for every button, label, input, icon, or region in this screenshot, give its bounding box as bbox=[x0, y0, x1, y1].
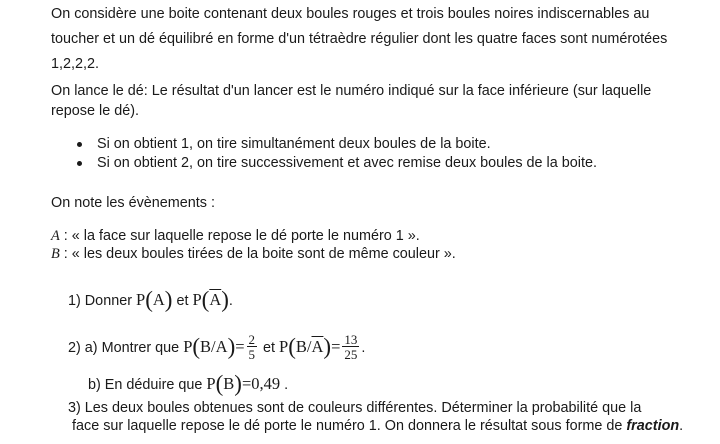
q1-p-2: P bbox=[192, 290, 202, 309]
event-a-text: : « la face sur laquelle repose le dé porte le numéro 1 ». bbox=[59, 228, 420, 244]
paren-close: ) bbox=[227, 334, 236, 359]
intro-line-3: 1,2,2,2. bbox=[51, 56, 100, 72]
bullet-item-2: Si on obtient 2, on tire successivement et avec remise deux boules de la boite. bbox=[97, 155, 597, 171]
q2b-label: b) En déduire que bbox=[88, 377, 207, 393]
q3-line2-start: face sur laquelle repose le dé porte le numéro 1. On donnera le résultat sous forme de bbox=[72, 418, 627, 434]
event-b-letter: B bbox=[51, 246, 60, 262]
q1-dot: . bbox=[228, 293, 233, 309]
question-1 bbox=[68, 286, 233, 313]
q1-et: et bbox=[172, 293, 193, 309]
intro-line-1: On considère une boite contenant deux boules rouges et trois boules noires indiscernables au bbox=[51, 6, 650, 22]
q2a-label: 2) a) Montrer que bbox=[68, 340, 184, 356]
q1-label: 1) Donner bbox=[68, 293, 136, 309]
event-a bbox=[51, 229, 420, 243]
events-intro: On note les évènements : bbox=[51, 195, 215, 211]
fraction-2-5 bbox=[247, 333, 258, 362]
question-2a bbox=[68, 330, 365, 363]
paren-open: ( bbox=[145, 287, 153, 312]
q2b-b: B bbox=[223, 374, 235, 393]
paren-close: ) bbox=[234, 371, 242, 396]
q2a-dot: . bbox=[361, 340, 366, 356]
event-b bbox=[51, 247, 456, 261]
q2b-p: P bbox=[206, 374, 216, 393]
q1-event-a-bar: $\overline{A}$ bbox=[209, 290, 222, 309]
q2a-cond: B/A bbox=[200, 337, 228, 356]
q2a-b: B/ bbox=[295, 337, 312, 356]
intro-line-2: toucher et un dé équilibré en forme d'un tétraèdre régulier dont les quatre faces sont numérotées bbox=[51, 31, 668, 47]
paren-open: ( bbox=[201, 287, 210, 312]
event-b-text: : « les deux boules tirées de la boite sont de même couleur ». bbox=[59, 246, 456, 262]
q2a-a-bar: $\overline{A}$ bbox=[311, 337, 324, 356]
question-2b bbox=[88, 370, 288, 397]
bullet-item-1: Si on obtient 1, on tire simultanément deux boules de la boite. bbox=[97, 136, 491, 152]
frac-num: 2 bbox=[248, 331, 256, 347]
q2a-p-2: P bbox=[279, 337, 289, 356]
frac-den: 25 bbox=[344, 347, 358, 363]
frac-den: 5 bbox=[248, 347, 256, 363]
q1-event-a: A bbox=[152, 290, 165, 309]
paren-open: ( bbox=[288, 334, 296, 359]
q3-fraction-keyword: fraction bbox=[626, 418, 680, 434]
paren-open: ( bbox=[215, 371, 224, 396]
paren-open: ( bbox=[192, 334, 201, 359]
paren-close: ) bbox=[323, 334, 332, 359]
throw-line-2: repose le dé). bbox=[51, 103, 139, 119]
fraction-13-25 bbox=[342, 333, 359, 362]
question-3-line-1: 3) Les deux boules obtenues sont de couleurs différentes. Déterminer la probabilité que la bbox=[68, 400, 642, 416]
paren-close: ) bbox=[221, 287, 229, 312]
event-a-letter: A bbox=[51, 228, 60, 244]
paren-close: ) bbox=[164, 287, 173, 312]
q2a-eq: = bbox=[235, 337, 245, 356]
bullet-dot bbox=[77, 161, 82, 166]
q3-line2-end: . bbox=[679, 418, 684, 434]
frac-num: 13 bbox=[344, 331, 358, 347]
q2a-eq-2: = bbox=[331, 337, 341, 356]
q2b-value: =0,49 bbox=[241, 374, 281, 393]
q2a-et: et bbox=[259, 340, 280, 356]
question-3-line-2 bbox=[72, 419, 683, 433]
throw-line-1: On lance le dé: Le résultat d'un lancer est le numéro indiqué sur la face inférieure (sur laquelle bbox=[51, 83, 652, 99]
bullet-dot bbox=[77, 142, 82, 147]
q2a-p: P bbox=[183, 337, 193, 356]
q2b-dot: . bbox=[280, 377, 289, 393]
q1-p: P bbox=[136, 290, 146, 309]
